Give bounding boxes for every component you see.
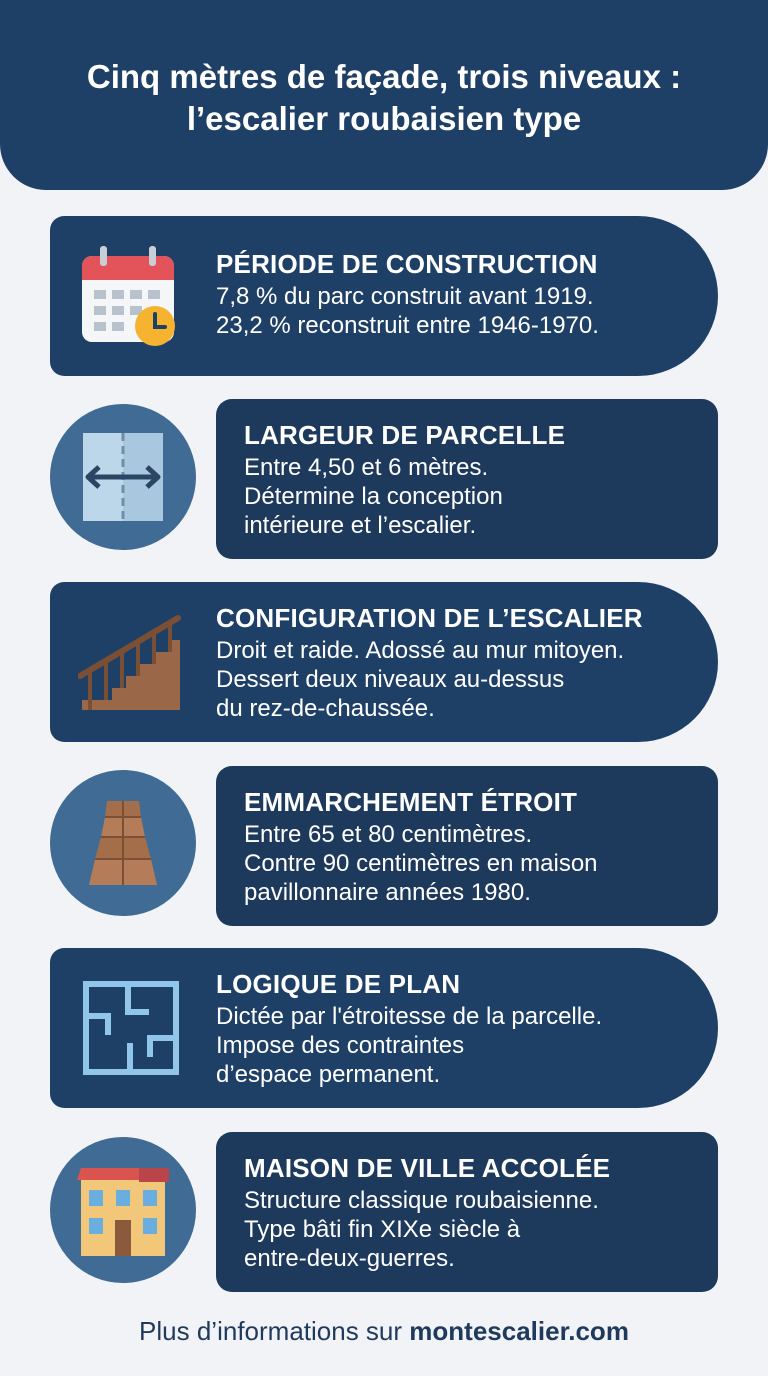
card-body-line: Structure classique roubaisienne. bbox=[244, 1187, 599, 1214]
calendar-clock-icon bbox=[78, 244, 184, 348]
card-heading: LARGEUR DE PARCELLE bbox=[244, 420, 566, 450]
card-plan-logic bbox=[50, 948, 718, 1108]
card-heading: CONFIGURATION DE L’ESCALIER bbox=[216, 603, 643, 633]
page-title-line-2: l’escalier roubaisien type bbox=[186, 100, 582, 137]
page-title-line-1: Cinq mètres de façade, trois niveaux : bbox=[86, 58, 682, 95]
card-text bbox=[244, 1150, 698, 1273]
floor-plan-icon bbox=[78, 976, 184, 1080]
card-text bbox=[216, 246, 678, 340]
card-body-line: Détermine la conception bbox=[244, 483, 503, 510]
card-text bbox=[216, 966, 678, 1089]
card-body-line: Type bâti fin XIXe siècle à bbox=[244, 1216, 521, 1243]
card-heading: PÉRIODE DE CONSTRUCTION bbox=[216, 249, 598, 279]
card-body-line: Entre 4,50 et 6 mètres. bbox=[244, 454, 489, 481]
card-body-line: Dessert deux niveaux au-dessus bbox=[216, 666, 565, 693]
card-townhouse bbox=[216, 1132, 718, 1292]
townhouse-icon bbox=[50, 1137, 196, 1283]
staircase-icon bbox=[78, 610, 184, 714]
header-banner bbox=[0, 0, 768, 190]
card-body-line: 7,8 % du parc construit avant 1919. bbox=[216, 283, 594, 310]
card-body-line: Droit et raide. Adossé au mur mitoyen. bbox=[216, 637, 625, 664]
card-body-line: entre-deux-guerres. bbox=[244, 1245, 455, 1272]
card-heading: MAISON DE VILLE ACCOLÉE bbox=[244, 1153, 611, 1183]
footer bbox=[0, 1316, 768, 1347]
card-body-line: Entre 65 et 80 centimètres. bbox=[244, 821, 533, 848]
card-body-line: Contre 90 centimètres en maison bbox=[244, 850, 598, 877]
card-body-line: 23,2 % reconstruit entre 1946-1970. bbox=[216, 312, 599, 339]
footer-website-link[interactable]: montescalier.com bbox=[409, 1316, 629, 1346]
card-text bbox=[244, 784, 698, 907]
card-text bbox=[216, 600, 678, 723]
footer-prefix: Plus d’informations sur bbox=[139, 1316, 410, 1346]
narrow-steps-icon bbox=[50, 770, 196, 916]
card-body-line: du rez-de-chaussée. bbox=[216, 695, 435, 722]
card-construction-period bbox=[50, 216, 718, 376]
card-narrow-steps bbox=[216, 766, 718, 926]
card-heading: EMMARCHEMENT ÉTROIT bbox=[244, 787, 578, 817]
card-staircase-configuration bbox=[50, 582, 718, 742]
card-body-line: d’espace permanent. bbox=[216, 1061, 441, 1088]
card-body-line: intérieure et l’escalier. bbox=[244, 512, 477, 539]
card-text bbox=[244, 417, 698, 540]
card-heading: LOGIQUE DE PLAN bbox=[216, 969, 461, 999]
card-body-line: pavillonnaire années 1980. bbox=[244, 879, 531, 906]
width-arrows-icon bbox=[50, 404, 196, 550]
card-body-line: Impose des contraintes bbox=[216, 1032, 465, 1059]
card-body-line: Dictée par l'étroitesse de la parcelle. bbox=[216, 1003, 603, 1030]
card-plot-width bbox=[216, 399, 718, 559]
